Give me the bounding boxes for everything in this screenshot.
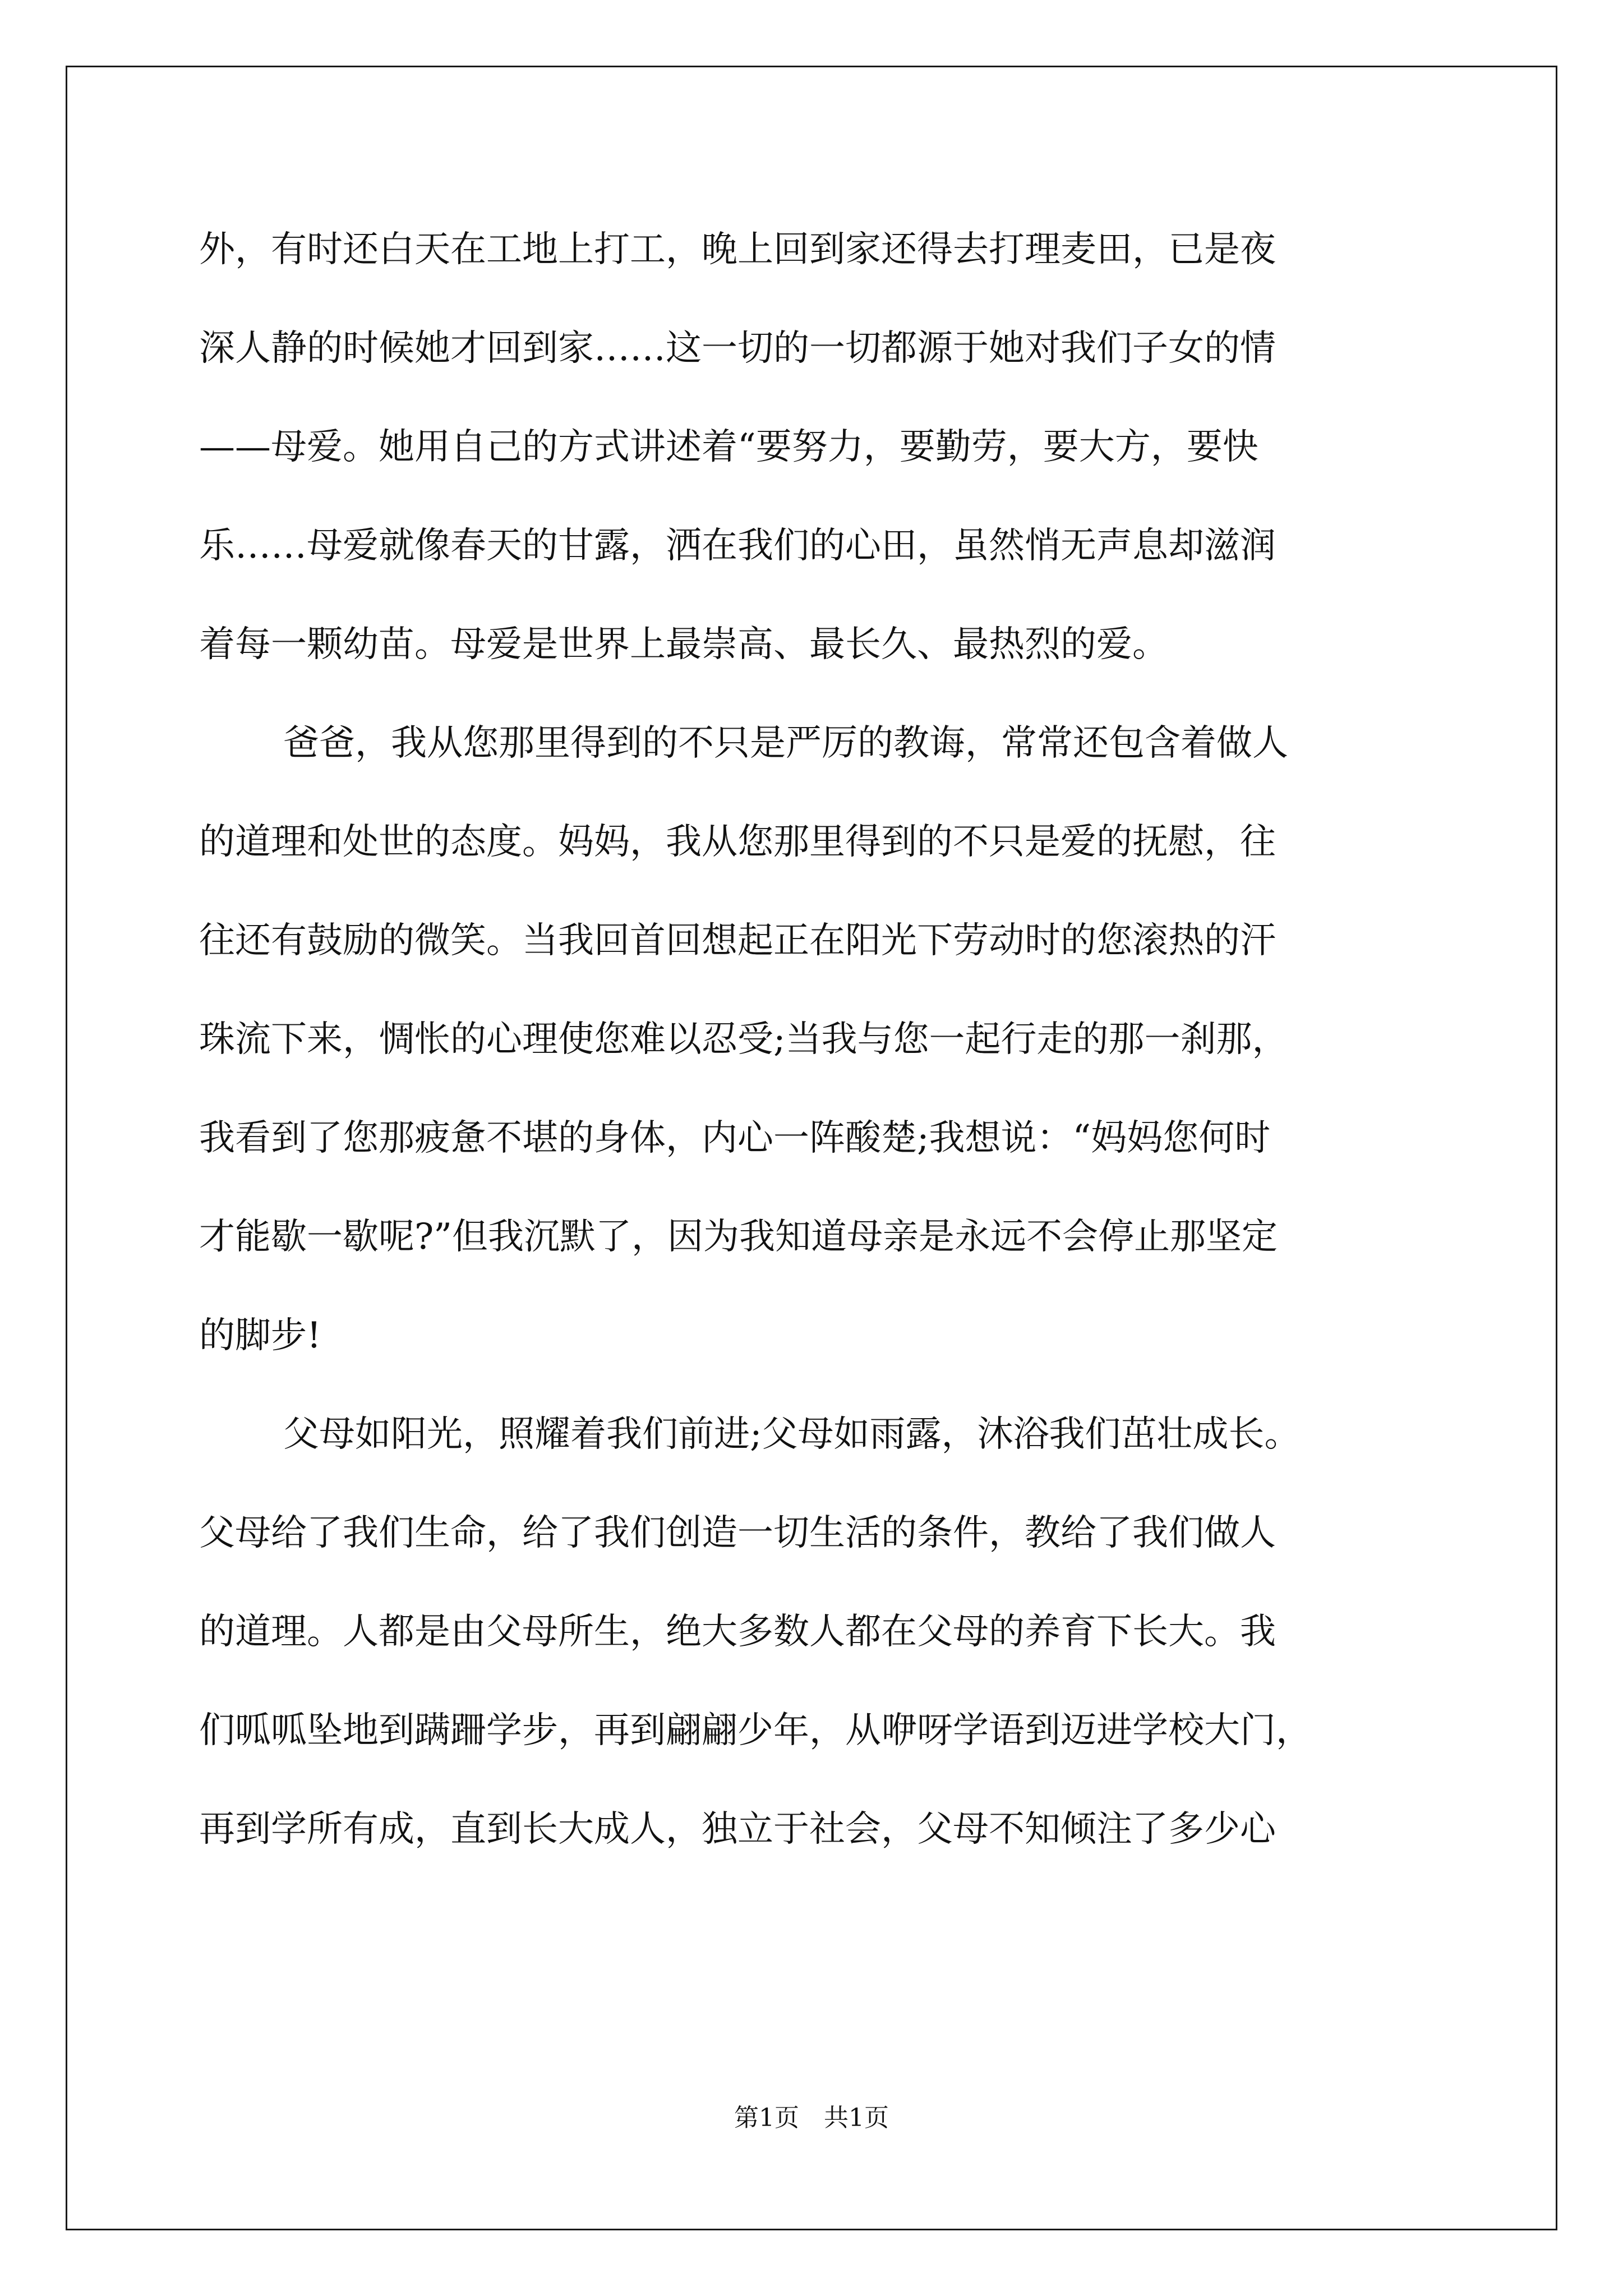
text-line: 的道理。人都是由父母所生，绝大多数人都在父母的养育下长大。我 [199,1611,1276,1653]
text-line: 深人静的时候她才回到家……这一切的一切都源于她对我们子女的情 [199,328,1276,369]
text-line: 的道理和处世的态度。妈妈，我从您那里得到的不只是爱的抚慰，往 [199,821,1276,863]
text-line: 们呱呱坠地到蹒跚学步，再到翩翩少年，从咿呀学语到迈进学校大门， [199,1710,1312,1751]
text-line: ——母爱。她用自己的方式讲述着“要努力，要勤劳，要大方，要快 [199,426,1258,468]
text-line: 珠流下来，惆怅的心理使您难以忍受;当我与您一起行走的那一刹那， [199,1019,1288,1060]
paragraph-start-line: 爸爸，我从您那里得到的不只是严厉的教诲，常常还包含着做人 [283,723,1288,764]
page-number: 第1页 [734,2104,799,2132]
text-line: 我看到了您那疲惫不堪的身体，内心一阵酸楚;我想说：“妈妈您何时 [199,1117,1271,1159]
page-footer [0,2101,1623,2135]
text-line: 往还有鼓励的微笑。当我回首回想起正在阳光下劳动时的您滚热的汗 [199,920,1276,961]
text-line: 的脚步! [199,1315,321,1356]
text-line: 乐……母爱就像春天的甘露，洒在我们的心田，虽然悄无声息却滋润 [199,525,1276,567]
text-line: 才能歇一歇呢?”但我沉默了，因为我知道母亲是永远不会停止那坚定 [199,1216,1278,1258]
document-body [199,222,1461,1900]
page-total: 共1页 [824,2104,889,2132]
text-line: 外，有时还白天在工地上打工，晚上回到家还得去打理麦田，已是夜 [199,229,1276,270]
text-line: 父母给了我们生命，给了我们创造一切生活的条件，教给了我们做人 [199,1512,1276,1554]
text-line: 着每一颗幼苗。母爱是世界上最崇高、最长久、最热烈的爱。 [199,624,1168,665]
paragraph-start-line: 父母如阳光，照耀着我们前进;父母如雨露，沐浴我们茁壮成长。 [283,1414,1301,1455]
text-line: 再到学所有成，直到长大成人，独立于社会，父母不知倾注了多少心 [199,1809,1276,1850]
